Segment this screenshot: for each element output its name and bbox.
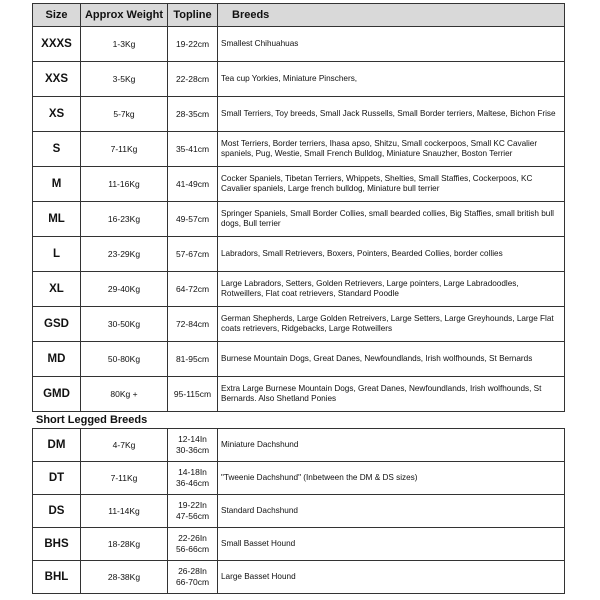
- size-cell: BHL: [33, 561, 81, 594]
- table-row: [33, 202, 565, 237]
- header-topline: Topline: [168, 4, 218, 27]
- size-cell: L: [33, 237, 81, 272]
- size-cell: DT: [33, 462, 81, 495]
- topline-cm: 36-46cm: [175, 478, 210, 488]
- weight-cell: 23-29Kg: [81, 237, 168, 272]
- breeds-cell: Most Terriers, Border terriers, Ihasa apso, Shitzu, Small cockerpoos, Small KC Cavalier spaniels, Pug, Westie, Small French Bulldog, Miniature Snauzher, Boston Terrier: [218, 132, 565, 167]
- table-row: [33, 167, 565, 202]
- breeds-cell: Small Basset Hound: [218, 528, 565, 561]
- size-chart-table: [32, 3, 565, 412]
- topline-cell: [168, 528, 218, 561]
- topline-cell: [168, 495, 218, 528]
- topline-cell: 41-49cm: [168, 167, 218, 202]
- weight-cell: 50-80Kg: [81, 342, 168, 377]
- table-row: [33, 528, 565, 561]
- topline-inches: 26-28In: [178, 566, 207, 576]
- size-cell: M: [33, 167, 81, 202]
- breeds-cell: Labradors, Small Retrievers, Boxers, Pointers, Bearded Collies, border collies: [218, 237, 565, 272]
- weight-cell: 7-11Kg: [81, 132, 168, 167]
- topline-cell: [168, 462, 218, 495]
- weight-cell: 11-14Kg: [81, 495, 168, 528]
- weight-cell: 29-40Kg: [81, 272, 168, 307]
- topline-cell: 72-84cm: [168, 307, 218, 342]
- topline-cm: 66-70cm: [175, 577, 210, 587]
- weight-cell: 1-3Kg: [81, 27, 168, 62]
- topline-cell: 22-28cm: [168, 62, 218, 97]
- topline-inches: 19-22In: [178, 500, 207, 510]
- breeds-cell: Springer Spaniels, Small Border Collies, small bearded collies, Big Staffies, small british bull dogs, Bull terrier: [218, 202, 565, 237]
- table-row: [33, 561, 565, 594]
- topline-cm: 47-56cm: [175, 511, 210, 521]
- topline-cell: 64-72cm: [168, 272, 218, 307]
- size-cell: GSD: [33, 307, 81, 342]
- table-row: [33, 62, 565, 97]
- topline-cell: [168, 561, 218, 594]
- breeds-cell: Extra Large Burnese Mountain Dogs, Great Danes, Newfoundlands, Irish wolfhounds, St Bernards. Also Shetland Ponies: [218, 377, 565, 412]
- table-row: [33, 237, 565, 272]
- weight-cell: 7-11Kg: [81, 462, 168, 495]
- topline-cell: 28-35cm: [168, 97, 218, 132]
- topline-cell: 19-22cm: [168, 27, 218, 62]
- weight-cell: 18-28Kg: [81, 528, 168, 561]
- weight-cell: 16-23Kg: [81, 202, 168, 237]
- weight-cell: 5-7kg: [81, 97, 168, 132]
- topline-cm: 56-66cm: [175, 544, 210, 554]
- topline-cell: 95-115cm: [168, 377, 218, 412]
- topline-cell: 81-95cm: [168, 342, 218, 377]
- table-row: [33, 462, 565, 495]
- topline-cell: 35-41cm: [168, 132, 218, 167]
- table-row: [33, 377, 565, 412]
- size-cell: DS: [33, 495, 81, 528]
- table-row: [33, 132, 565, 167]
- weight-cell: 11-16Kg: [81, 167, 168, 202]
- breeds-cell: Large Basset Hound: [218, 561, 565, 594]
- short-legged-section-title: Short Legged Breeds: [36, 414, 148, 426]
- topline-cell: 57-67cm: [168, 237, 218, 272]
- header-size: Size: [33, 4, 81, 27]
- topline-cell: 49-57cm: [168, 202, 218, 237]
- size-cell: S: [33, 132, 81, 167]
- header-breeds: Breeds: [218, 4, 565, 27]
- breeds-cell: Small Terriers, Toy breeds, Small Jack Russells, Small Border terriers, Maltese, Bichon Frise: [218, 97, 565, 132]
- table-row: [33, 97, 565, 132]
- table-header-row: [33, 4, 565, 27]
- weight-cell: 3-5Kg: [81, 62, 168, 97]
- weight-cell: 28-38Kg: [81, 561, 168, 594]
- topline-cm: 30-36cm: [175, 445, 210, 455]
- table-row: [33, 495, 565, 528]
- table-row: [33, 27, 565, 62]
- breeds-cell: Large Labradors, Setters, Golden Retrievers, Large pointers, Large Labradoodles, Rotweillers, Flat coat retrievers, Standard Poodle: [218, 272, 565, 307]
- breeds-cell: "Tweenie Dachshund" (Inbetween the DM & DS sizes): [218, 462, 565, 495]
- weight-cell: 30-50Kg: [81, 307, 168, 342]
- size-cell: XXXS: [33, 27, 81, 62]
- breeds-cell: Miniature Dachshund: [218, 429, 565, 462]
- topline-inches: 22-26In: [178, 533, 207, 543]
- weight-cell: 4-7Kg: [81, 429, 168, 462]
- breeds-cell: Burnese Mountain Dogs, Great Danes, Newfoundlands, Irish wolfhounds, St Bernards: [218, 342, 565, 377]
- size-cell: XXS: [33, 62, 81, 97]
- size-cell: MD: [33, 342, 81, 377]
- breeds-cell: Cocker Spaniels, Tibetan Terriers, Whippets, Shelties, Small Staffies, Cockerpoos, KC Cavalier spaniels, Large french bulldog, Miniature bull terrier: [218, 167, 565, 202]
- breeds-cell: Smallest Chihuahuas: [218, 27, 565, 62]
- size-cell: GMD: [33, 377, 81, 412]
- weight-cell: 80Kg +: [81, 377, 168, 412]
- table-row: [33, 342, 565, 377]
- table-row: [33, 272, 565, 307]
- short-legged-table: [32, 428, 565, 594]
- breeds-cell: Tea cup Yorkies, Miniature Pinschers,: [218, 62, 565, 97]
- size-cell: XL: [33, 272, 81, 307]
- breeds-cell: Standard Dachshund: [218, 495, 565, 528]
- table-row: [33, 429, 565, 462]
- topline-inches: 14-18In: [178, 467, 207, 477]
- size-cell: XS: [33, 97, 81, 132]
- breeds-cell: German Shepherds, Large Golden Retreivers, Large Setters, Large Greyhounds, Large Flat coats retrievers, Ridgebacks, Large Rotweillers: [218, 307, 565, 342]
- size-cell: ML: [33, 202, 81, 237]
- size-cell: DM: [33, 429, 81, 462]
- topline-inches: 12-14In: [178, 434, 207, 444]
- header-weight: Approx Weight: [81, 4, 168, 27]
- size-cell: BHS: [33, 528, 81, 561]
- table-row: [33, 307, 565, 342]
- topline-cell: [168, 429, 218, 462]
